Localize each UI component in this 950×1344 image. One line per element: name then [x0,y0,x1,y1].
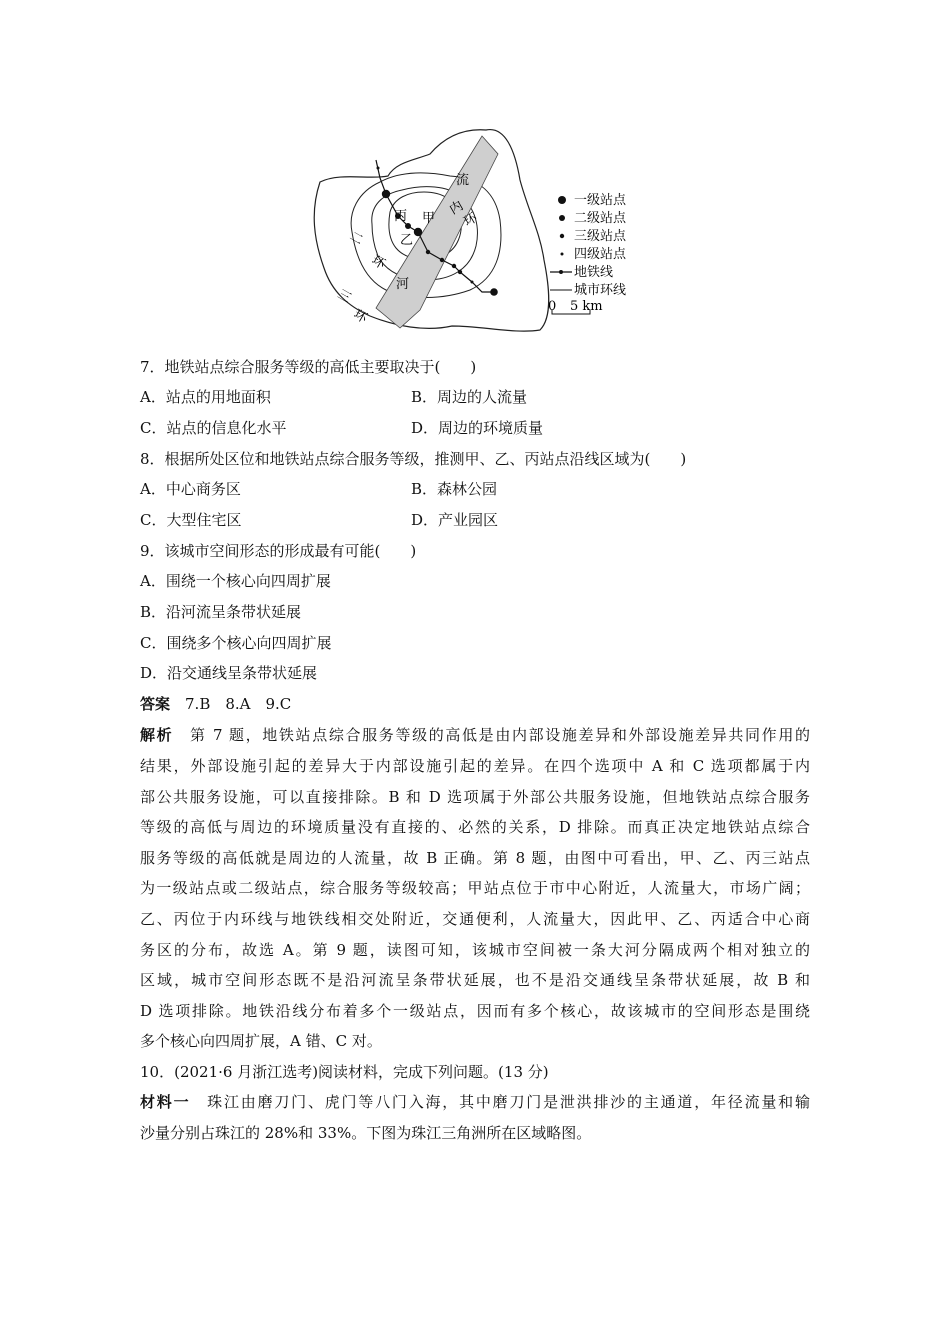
city-map-figure [300,120,660,350]
label-yi: 乙 [400,233,414,248]
legend-level4-symbol [561,253,564,256]
answer-label: 答案 [140,695,171,713]
analysis-line-2: 结果，外部设施引起的差异大于内部设施引起的差异。在四个选项中 A 和 C 选项都属于内 [140,757,810,775]
analysis-line-10: D 选项排除。地铁沿线分布着多个一级站点，因而有多个核心，故该城市的空间形态是围绕 [140,1002,810,1020]
analysis-line-4: 等级的高低与周边的环境质量没有直接的、必然的关系，D 排除。而真正决定地铁站点综合 [140,818,810,836]
label-san: 三 [334,286,354,307]
label-huan-second: 环 [368,252,388,273]
label-er: 二 [346,228,366,249]
q9-option-c: C．围绕多个核心向四周扩展 [140,634,332,652]
station-level4 [377,167,380,170]
analysis-line-9: 区域，城市空间形态既不是沿河流呈条带状延展，也不是沿交通线呈条带状延展，故 B 和 [140,971,810,989]
map-legend [548,192,627,314]
q9-stem: 9．该城市空间形态的形成最有可能( ) [140,542,417,560]
legend-subway-dot [559,270,563,274]
material1-text: 珠江由磨刀门、虎门等八门入海，其中磨刀门是泄洪排沙的主通道，年径流量和输 [190,1093,810,1111]
q8-option-c: C．大型住宅区 [140,511,242,529]
label-nei: 内 [447,198,467,218]
material1-line-1 [140,1092,810,1112]
q7-stem: 7．地铁站点综合服务等级的高低主要取决于( ) [140,358,477,376]
analysis-line-5: 服务等级的高低就是周边的人流量，故 B 正确。第 8 题，由图中可看出，甲、乙、丙三站点 [140,849,810,867]
legend-subway: 地铁线 [574,265,614,280]
legend-level3: 三级站点 [574,229,627,244]
analysis-line-1 [140,725,810,745]
analysis-line-11: 多个核心向四周扩展，A 错、C 对。 [140,1032,382,1050]
label-bing: 丙 [394,209,408,224]
station-level4 [471,281,474,284]
station-level3 [426,250,430,254]
q7-option-c: C．站点的信息化水平 [140,419,287,437]
legend-level1: 一级站点 [574,193,627,208]
label-jia: 甲 [422,211,436,226]
q7-option-b: B．周边的人流量 [411,388,528,406]
station-jia-level1 [414,228,422,236]
answer-line [140,694,291,714]
legend-level4: 四级站点 [574,247,627,262]
q7-option-a: A．站点的用地面积 [140,388,271,406]
station-level1 [382,190,390,198]
legend-level1-symbol [558,196,566,204]
label-liu: 流 [456,173,470,188]
answer-text: 7.B 8.A 9.C [170,695,292,713]
q8-option-d: D．产业园区 [411,511,499,529]
legend-ring: 城市环线 [574,283,627,298]
station-level3 [452,264,456,268]
legend-level2: 二级站点 [574,211,627,226]
q9-option-a: A．围绕一个核心向四周扩展 [140,572,331,590]
legend-level2-symbol [559,215,565,221]
material1-label: 材料一 [140,1093,191,1111]
q8-option-a: A．中心商务区 [140,480,241,498]
q9-option-d: D．沿交通线呈条带状延展 [140,664,318,682]
q7-option-d: D．周边的环境质量 [411,419,544,437]
station-level3 [440,258,444,262]
scale-zero: 0 [548,299,557,314]
q8-option-b: B．森林公园 [411,480,498,498]
label-huan-third: 环 [350,306,370,327]
label-huan-inner: 环 [461,210,481,230]
analysis-line-3: 部公共服务设施，可以直接排除。B 和 D 选项属于外部公共服务设施，但地铁站点综合服务 [140,788,810,806]
analysis-line-6: 为一级站点或二级站点，综合服务等级较高；甲站点位于市中心附近，人流量大，市场广阔； [140,879,810,897]
analysis-text: 第 7 题，地铁站点综合服务等级的高低是由内部设施差异和外部设施差异共同作用的 [173,726,810,744]
q9-option-b: B．沿河流呈条带状延展 [140,603,302,621]
analysis-line-8: 务区的分布，故选 A。第 9 题，读图可知，该城市空间被一条大河分隔成两个相对独立的 [140,941,810,959]
label-he: 河 [396,277,410,292]
analysis-line-7: 乙、丙位于内环线与地铁线相交处附近，交通便利，人流量大，因此甲、乙、丙适合中心商 [140,910,810,928]
legend-level3-symbol [560,234,564,238]
river-band [376,136,498,328]
scale-value: 5 km [570,299,603,314]
analysis-label: 解析 [140,726,174,744]
station-level3 [458,270,462,274]
q8-stem: 8．根据所处区位和地铁站点综合服务等级，推测甲、乙、丙站点沿线区域为( ) [140,450,687,468]
station-level1 [490,288,498,296]
q10-stem: 10．(2021·6 月浙江选考)阅读材料，完成下列问题。(13 分) [140,1063,549,1081]
material1-line-2: 沙量分别占珠江的 28%和 33%。下图为珠江三角洲所在区域略图。 [140,1124,592,1142]
